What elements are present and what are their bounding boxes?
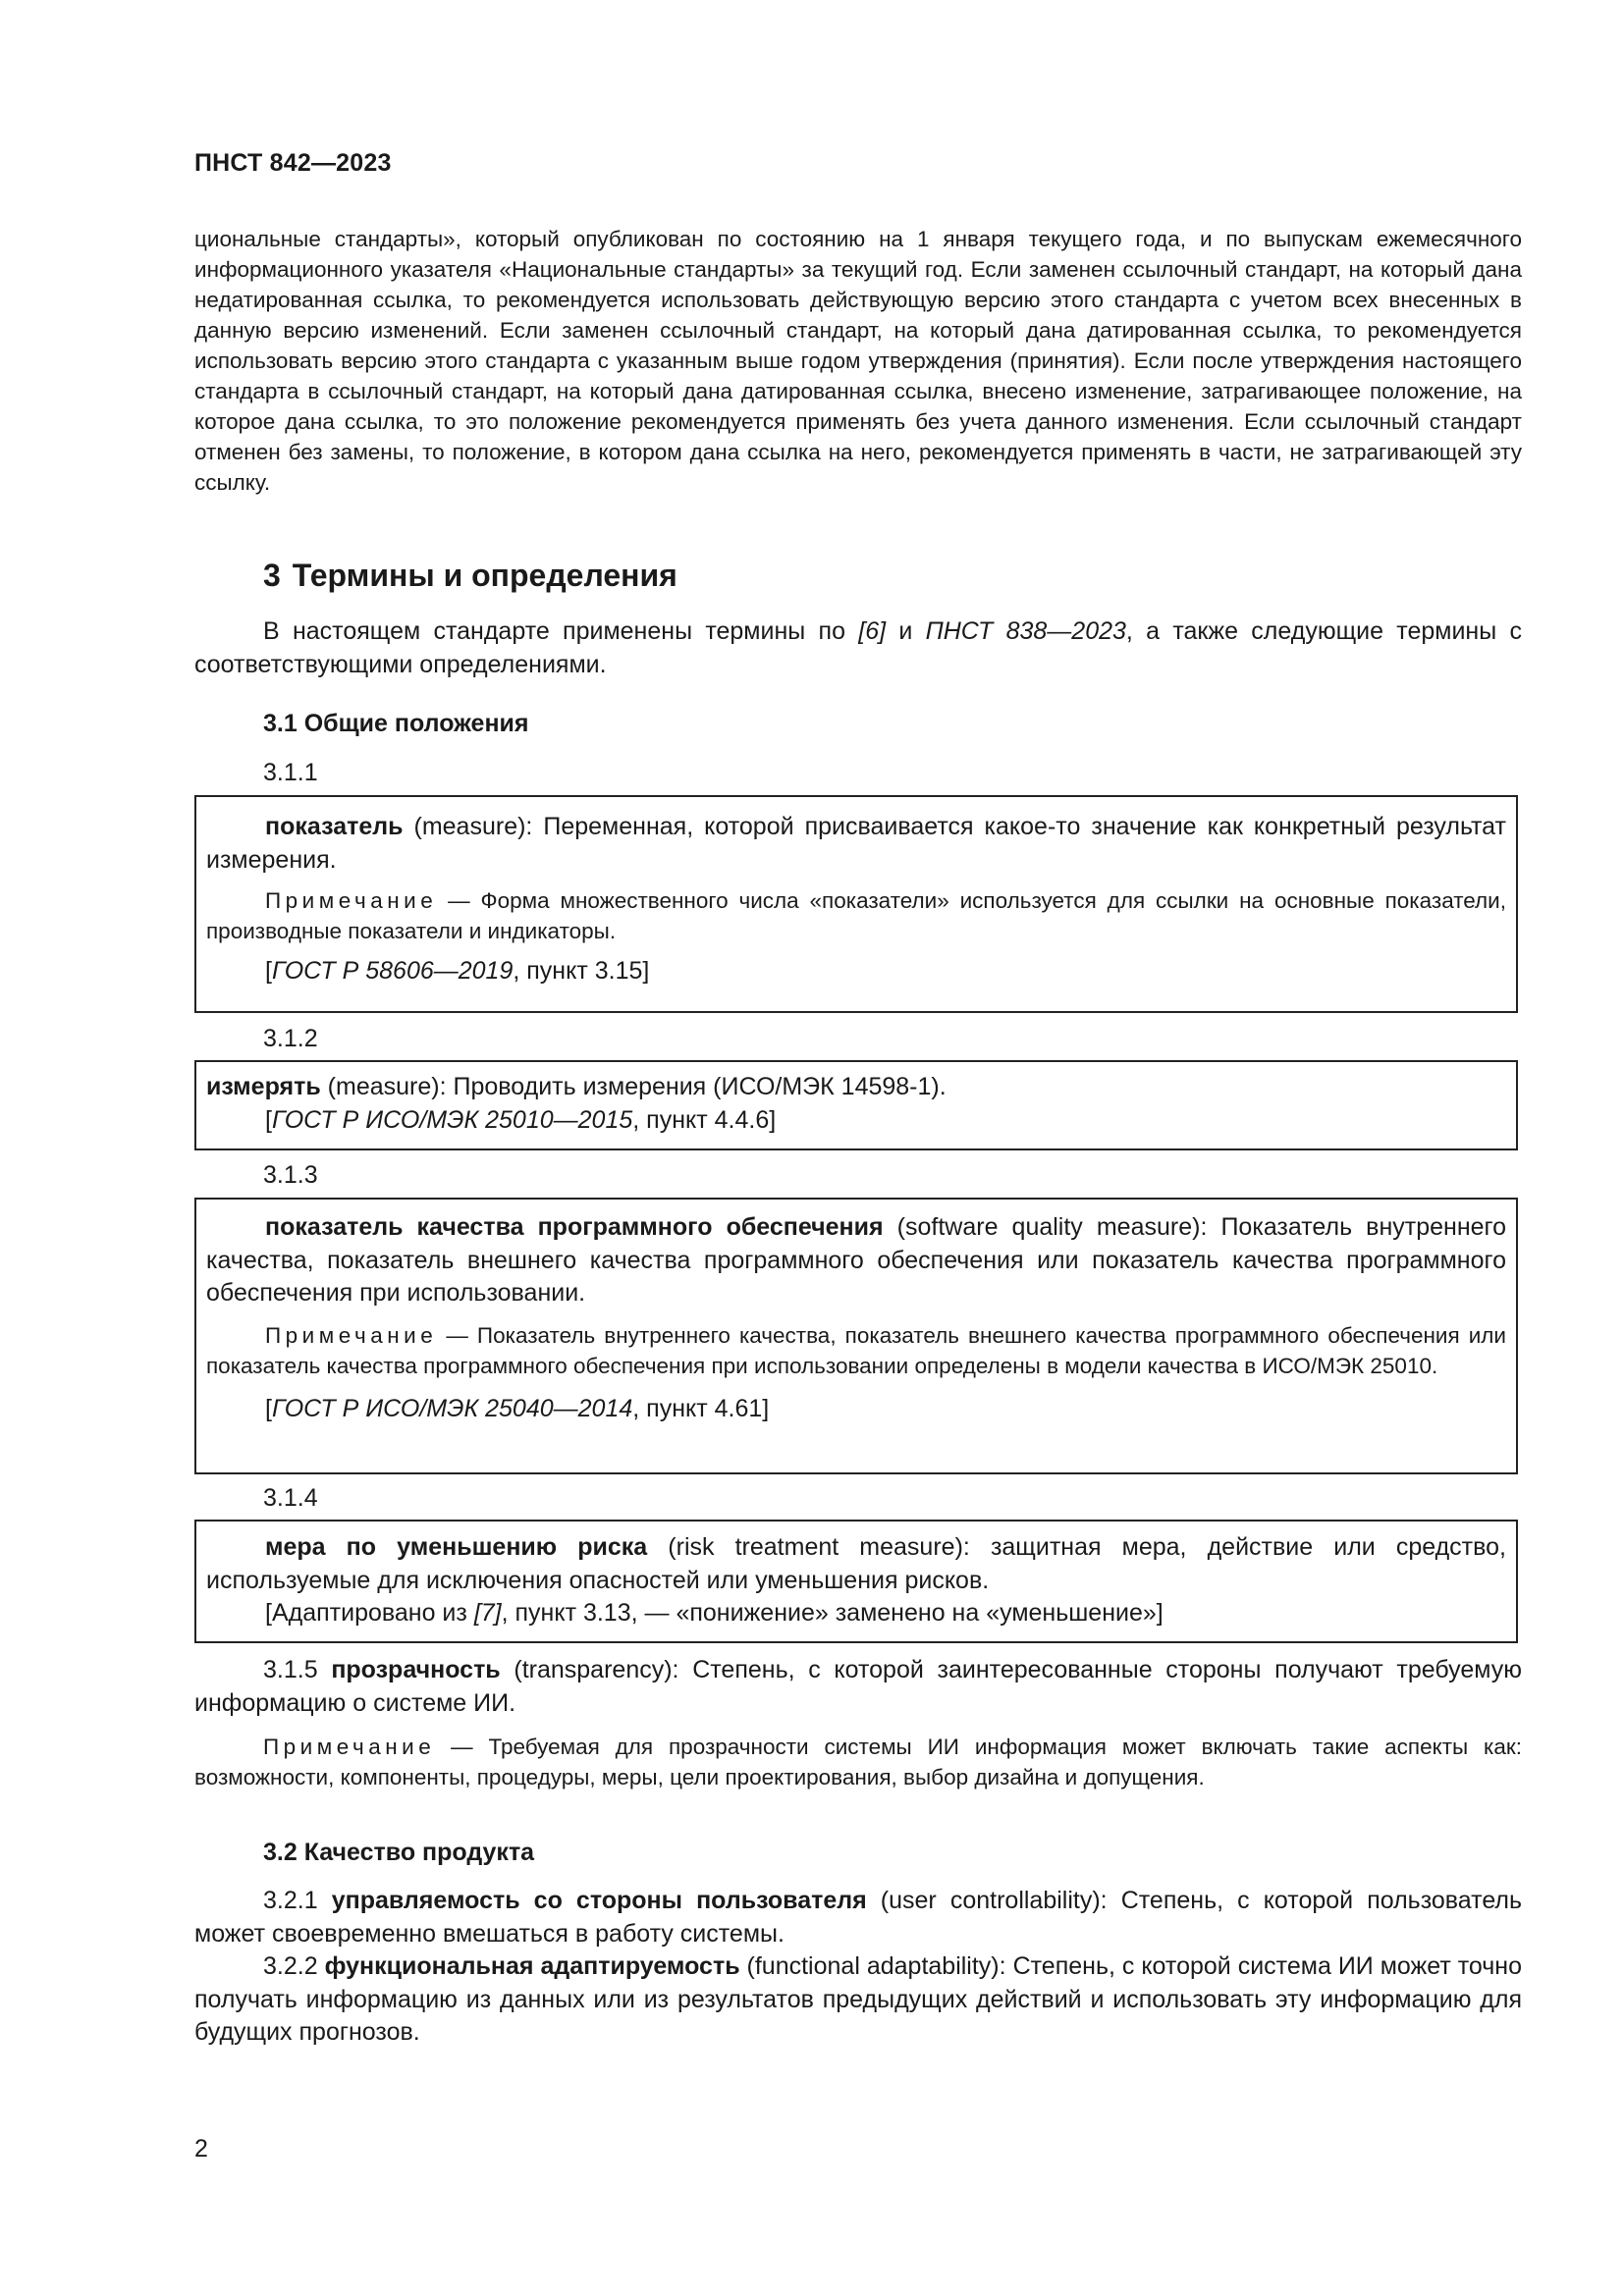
term-source: [Адаптировано из [7], пункт 3.13, — «понижение» заменено на «уменьшение»] xyxy=(265,1599,1164,1627)
document-id-header: ПНСТ 842—2023 xyxy=(194,149,392,177)
term-name: показатель качества программного обеспечения xyxy=(265,1213,884,1241)
term-definition: показатель качества программного обеспечения (software quality measure): Показатель внутреннего качества, показатель внешнего качества программного обеспечения или показатель качества программного обеспечения при использовании. xyxy=(206,1213,1506,1307)
term-definition: показатель (measure): Переменная, которой присваивается какое-то значение как конкретный результат измерения. xyxy=(206,813,1506,874)
term-note: Примечание — Форма множественного числа «показатели» используется для ссылки на основные показатели, производные показатели и индикаторы. xyxy=(206,888,1506,943)
term-number-3-1-3: 3.1.3 xyxy=(263,1161,318,1189)
ref-pnst-838: ПНСТ 838—2023 xyxy=(925,617,1126,645)
note-label: Примечание xyxy=(265,888,438,913)
term-name: функциональная адаптируемость xyxy=(324,1952,740,1980)
term-3-2-2: 3.2.2 функциональная адаптируемость (functional adaptability): Степень, с которой система ИИ может точно получать информацию из данных или из результатов предыдущих действий и использовать эту информацию для будущих прогнозов. xyxy=(194,1952,1522,2046)
term-number-3-1-2: 3.1.2 xyxy=(263,1025,318,1052)
term-name: показатель xyxy=(265,813,404,840)
term-number-3-1-1: 3.1.1 xyxy=(263,759,318,786)
term-box-3-1-2 xyxy=(194,1060,1518,1150)
term-source: [ГОСТ Р 58606—2019, пункт 3.15] xyxy=(265,957,650,985)
note-label: Примечание xyxy=(265,1322,438,1348)
ref-6: [6] xyxy=(858,617,887,645)
page-number: 2 xyxy=(194,2135,208,2163)
term-3-1-5: 3.1.5 прозрачность (transparency): Степень, с которой заинтересованные стороны получают требуемую информацию о системе ИИ. xyxy=(194,1656,1522,1717)
term-number: 3.1.5 xyxy=(263,1656,318,1683)
term-definition: мера по уменьшению риска (risk treatment measure): защитная мера, действие или средство, используемые для исключения опасностей или уменьшения рисков. xyxy=(206,1533,1506,1594)
section-title: Термины и определения xyxy=(292,558,677,593)
section-3-heading xyxy=(263,558,689,594)
term-note: Примечание — Показатель внутреннего качества, показатель внешнего качества программного обеспечения или показатель качества программного обеспечения при использовании определены в модели качества в ИСО/МЭК 25010. xyxy=(206,1322,1506,1378)
term-box-3-1-4 xyxy=(194,1520,1518,1643)
term-3-1-5-note: Примечание — Требуемая для прозрачности системы ИИ информация может включать такие аспекты как: возможности, компоненты, процедуры, меры, цели проектирования, выбор дизайна и допущения. xyxy=(194,1735,1522,1789)
term-definition: измерять (measure): Проводить измерения (ИСО/МЭК 14598-1). xyxy=(206,1073,947,1100)
term-name: измерять xyxy=(206,1073,321,1100)
subsection-3-1-heading: 3.1 Общие положения xyxy=(263,710,529,737)
term-number: 3.2.2 xyxy=(263,1952,318,1980)
term-number: 3.2.1 xyxy=(263,1887,318,1914)
note-label: Примечание xyxy=(263,1735,436,1759)
term-name: прозрачность xyxy=(331,1656,501,1683)
term-source: [ГОСТ Р ИСО/МЭК 25010—2015, пункт 4.4.6] xyxy=(265,1105,777,1134)
term-name: мера по уменьшению риска xyxy=(265,1533,648,1561)
term-name: управляемость со стороны пользователя xyxy=(331,1887,867,1914)
term-3-2-1: 3.2.1 управляемость со стороны пользователя (user controllability): Степень, с которой пользователь может своевременно вмешаться в работу системы. xyxy=(194,1887,1523,1948)
section-number: 3 xyxy=(263,558,281,593)
term-box-3-1-1 xyxy=(194,795,1518,1013)
term-source: [ГОСТ Р ИСО/МЭК 25040—2014, пункт 4.61] xyxy=(265,1394,770,1422)
term-box-3-1-3 xyxy=(194,1198,1518,1474)
intro-paragraph: циональные стандарты», который опубликован по состоянию на 1 января текущего года, и по выпускам ежемесячного информационного указателя «Национальные стандарты» за текущий год. Если заменен ссылочный стандарт, на который дана недатированная ссылка, то рекомендуется использовать действующую версию этого стандарта с учетом всех внесенных в данную версию изменений. Если заменен ссылочный стандарт, на который дана датированная ссылка, то рекомендуется использовать версию этого стандарта с указанным выше годом утверждения (принятия). Если после утверждения настоящего стандарта в ссылочный стандарт, на который дана датированная ссылка, внесено изменение, затрагивающее положение, на которое дана ссылка, то это положение рекомендуется применять без учета данного изменения. Если ссылочный стандарт отменен без замены, то положение, в котором дана ссылка на него, рекомендуется применять в части, не затрагивающей эту ссылку. xyxy=(194,227,1522,495)
subsection-3-2-heading: 3.2 Качество продукта xyxy=(263,1839,535,1866)
section-3-intro: В настоящем стандарте применены термины по [6] и ПНСТ 838—2023, а также следующие термины с соответствующими определениями. xyxy=(194,617,1523,678)
term-number-3-1-4: 3.1.4 xyxy=(263,1484,318,1512)
